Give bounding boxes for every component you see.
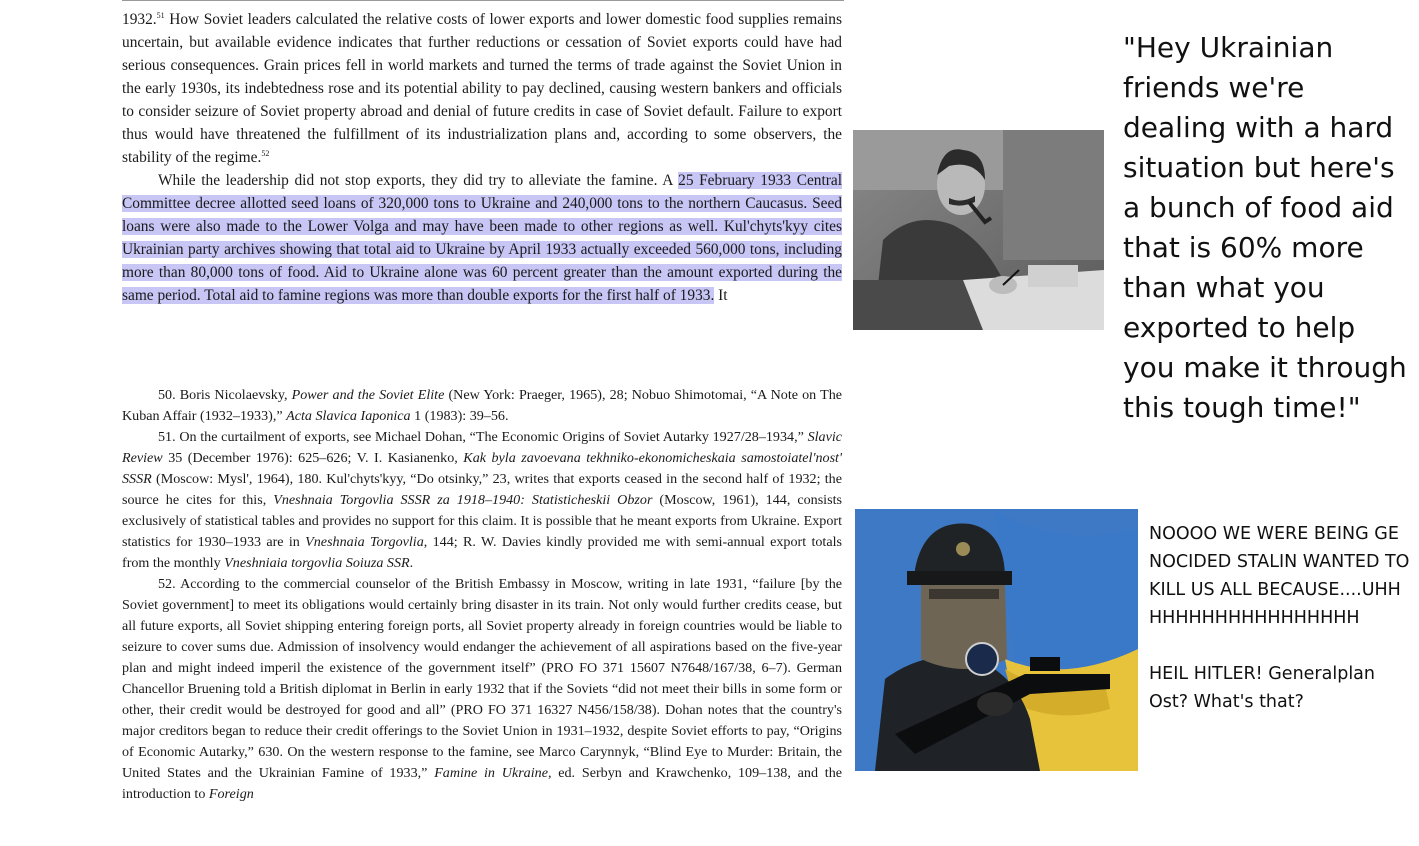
photo-masked-soldier-illustration — [855, 509, 1138, 771]
paragraph-1: 1932.51 How Soviet leaders calculated the relative costs of lower exports and lower domestic food supplies remains uncertain, but available evidence indicates that further reductions or cessation of Soviet exports could have had serious consequences. Grain prices fell in world markets and turned the terms of trade against the Soviet Union in the early 1930s, its indebtedness rose and its potential ability to pay declined, causing western bankers and officials to consider seizure of Soviet property abroad and denial of future credits in case of Soviet default. Failure to export thus would have threatened the fulfillment of its industrialization plans and, according to some observers, the stability of the regime.$^{52}$ — [122, 10, 842, 166]
reply-line-1: NOOOO WE WERE BEING GENOCIDED STALIN WANTED TO KILL US ALL BECAUSE....UHHHHHHHHHHHHHHHHHH — [1149, 524, 1410, 628]
footnote-ref-52: 52 — [261, 148, 270, 158]
footnote-51: 51. On the curtailment of exports, see Michael Dohan, “The Economic Origins of Soviet Autarky 1927/28–1934,” Slavic Review 35 (December 1976): 625–626; V. I. Kasianenko, Kak byla zavoevana tekhniko-ekonomicheskaia samostoiatel'nost' SSSR (Moscow: Mysl', 1964), 180. Kul'chyts'kyy, “Do otsinky,” 23, writes that exports ceased in the second half of 1932; the source he cites for this, Vneshnaia Torgovlia SSSR za 1918–1940: Statisticheskii Obzor (Moscow, 1961), 144, consists exclusively of statistical tables and provides no support for this claim. It is possible that he meant exports from Ukraine. Export statistics for 1930–1933 are in Vneshnaia Torgovlia, 144; R. W. Davies kindly provided me with semi-annual export totals from the monthly Vneshniaia torgovlia Soiuza SSR. — [122, 429, 842, 571]
meme-reply-text — [1149, 520, 1411, 716]
highlighted-text[interactable]: 25 February 1933 Central Committee decree allotted seed loans of 320,000 tons to Ukraine and 240,000 tons to the northern Caucasus. Seed loans were also made to the Lower Volga and may have been made to other regions as well. Kul'chyts'kyy cites Ukrainian party archives showing that total aid to Ukraine by April 1933 actually exceeded 560,000 tons, including more than 80,000 tons of food. Aid to Ukraine alone was 60 percent greater than the amount exported during the same period. Total aid to famine regions was more than double exports for the first half of 1933. — [122, 172, 842, 304]
page-rule — [122, 0, 844, 1]
reply-line-2: HEIL HITLER! Generalplan Ost? What's that? — [1149, 664, 1375, 712]
photo-masked-soldier — [855, 509, 1138, 771]
photo-man-writing-illustration — [853, 130, 1104, 330]
footnote-50: 50. Boris Nicolaevsky, Power and the Soviet Elite (New York: Praeger, 1965), 28; Nobuo Shimotomai, “A Note on The Kuban Affair (1932–1933),” Acta Slavica Iaponica 1 (1983): 39–56. — [122, 387, 842, 424]
meme-quote-text: "Hey Ukrainian friends we're dealing with a hard situation but here's a bunch of food aid that is 60% more than what you exported to help you make it through this tough time!" — [1123, 31, 1407, 424]
body-text — [122, 8, 842, 307]
document-page — [122, 0, 844, 846]
photo-man-writing — [853, 130, 1104, 330]
paragraph-2: While the leadership did not stop exports, they did try to alleviate the famine. A 25 February 1933 Central Committee decree allotted seed loans of 320,000 tons to Ukraine and 240,000 tons to the northern Caucasus. Seed loans were also made to the Lower Volga and may have been made to other regions as well. Kul'chyts'kyy cites Ukrainian party archives showing that total aid to Ukraine by April 1933 actually exceeded 560,000 tons, including more than 80,000 tons of food. Aid to Ukraine alone was 60 percent greater than the amount exported during the same period. Total aid to famine regions was more than double exports for the first half of 1933. It — [122, 172, 842, 304]
footnote-52: 52. According to the commercial counselor of the British Embassy in Moscow, writing in late 1931, “failure [by the Soviet government] to meet its obligations would certainly bring disaster in its train. Not only would further credits cease, but all future exports, all Soviet shipping entering foreign ports, all Soviet property already in foreign countries would be liable to seizure to cover sums due. Admission of insolvency would endanger the achievement of all aspirations based on the five-year plan and might indeed imperil the existence of the government itself” (PRO FO 371 15607 N7648/167/38, 6–7). German Chancellor Bruening told a British diplomat in Berlin in early 1932 that if the Soviets “did not meet their bills in some form or other, their credit would be destroyed for good and all” (PRO FO 371 16327 N456/158/38). Dohan notes that the country's major creditors began to reduce their credit offerings to the Soviet Union in 1931–1932, despite Soviet efforts to pay, “Origins of Economic Autarky,” 630. On the western response to the famine, see Marco Carynnyk, “Blind Eye to Murder: Britain, the United States and the Ukrainian Famine of 1933,” Famine in Ukraine, ed. Serbyn and Krawchenko, 109–138, and the introduction to Foreign — [122, 576, 842, 802]
footnote-ref-51: 51 — [156, 10, 165, 20]
footnotes — [122, 385, 842, 805]
